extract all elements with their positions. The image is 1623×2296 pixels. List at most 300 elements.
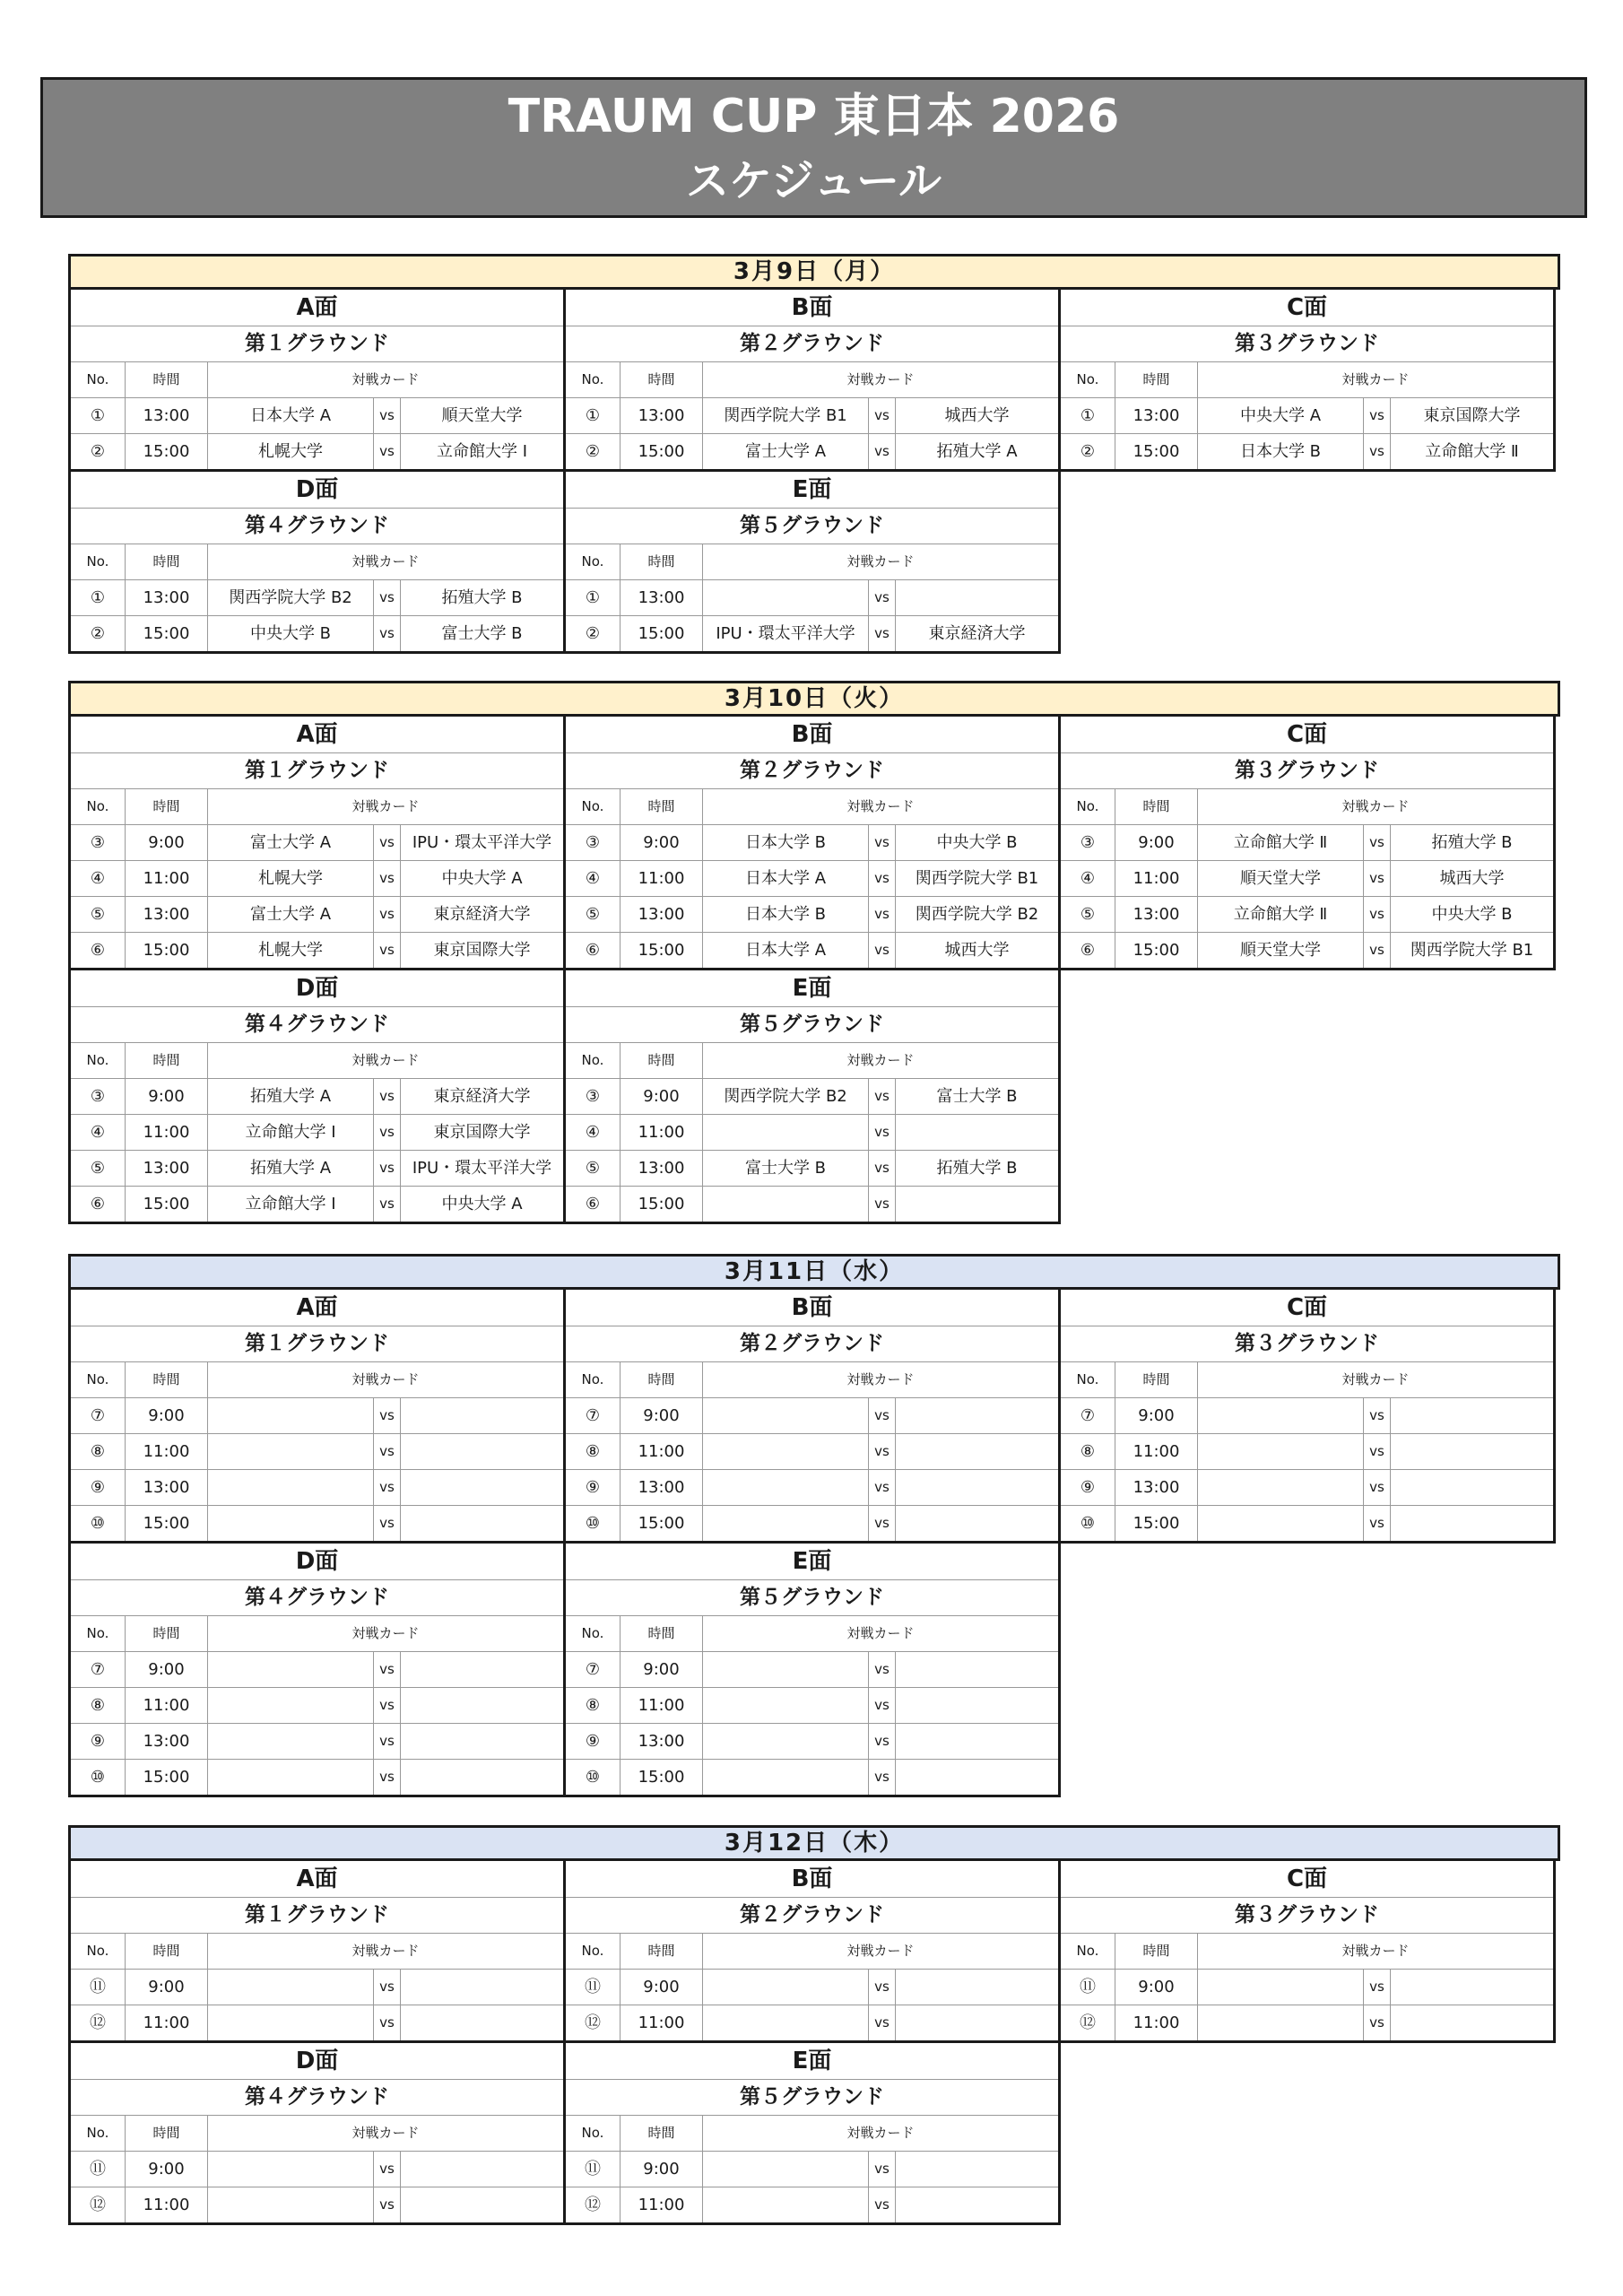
col-no: No. [566,1043,621,1078]
match-row [71,1398,563,1434]
match-away [1391,2005,1553,2040]
field-panel [68,1858,566,2043]
match-no: ⑩ [1061,1506,1115,1541]
col-card: 対戦カード [846,1943,915,1959]
match-time: 15:00 [621,1187,703,1222]
match-away [1391,1470,1553,1505]
match-home [703,1970,869,2005]
match-row [71,580,563,616]
match-home: 富士大学 A [208,825,374,860]
field-panel [563,968,1061,1224]
match-row [1061,1434,1553,1470]
match-row [566,2187,1058,2222]
match-time: 11:00 [126,2005,208,2040]
match-no: ⑨ [71,1724,126,1759]
match-home [1198,1398,1364,1433]
match-home: 日本大学 B [703,825,869,860]
match-no: ⑨ [566,1724,621,1759]
match-away [896,1506,1058,1541]
match-away: IPU・環太平洋大学 [412,833,552,852]
match-time: 11:00 [621,861,703,896]
day-block [68,254,1560,654]
match-away: 富士大学 B [441,624,523,643]
page-subtitle: スケジュール [685,156,942,206]
field-ground: 第１グラウンド [71,753,563,789]
field-ground: 第２グラウンド [566,753,1058,789]
match-vs: vs [374,1115,401,1150]
match-away [1391,1506,1553,1541]
match-vs: vs [1364,933,1391,968]
col-time: 時間 [621,1616,703,1651]
field-ground: 第５グラウンド [566,1007,1058,1043]
match-vs: vs [869,897,896,932]
col-time: 時間 [621,1043,703,1078]
match-vs: vs [869,825,896,860]
match-no: ⑧ [71,1688,126,1723]
match-no: ④ [566,1115,621,1150]
match-time: 11:00 [621,1115,703,1150]
col-time: 時間 [621,789,703,824]
match-time: 11:00 [621,1434,703,1469]
match-vs: vs [374,398,401,433]
match-no: ⑩ [71,1760,126,1795]
match-list [71,825,563,968]
match-vs: vs [869,580,896,615]
match-home [703,1398,869,1433]
match-vs: vs [374,1970,401,2005]
column-header [71,1043,563,1079]
match-time: 15:00 [126,1187,208,1222]
match-vs: vs [1364,897,1391,932]
match-no: ① [566,580,621,615]
match-vs: vs [869,2152,896,2187]
match-home [208,1724,374,1759]
field-row [68,2040,1560,2225]
field-face: C面 [1061,1290,1553,1326]
col-card: 対戦カード [352,798,420,814]
match-away [896,1688,1058,1723]
match-no: ⑦ [1061,1398,1115,1433]
field-panel [563,1541,1061,1797]
match-row [71,616,563,651]
match-list [71,1970,563,2040]
match-away: 東京経済大学 [433,1087,531,1106]
match-vs: vs [869,1506,896,1541]
field-ground: 第２グラウンド [566,326,1058,362]
match-row [566,1079,1058,1115]
match-away: 順天堂大学 [441,406,523,425]
field-ground: 第２グラウンド [566,1898,1058,1934]
field-face: D面 [71,1544,563,1580]
field-ground: 第５グラウンド [566,1580,1058,1616]
match-away [401,1760,563,1795]
column-header [566,2116,1058,2152]
field-ground: 第４グラウンド [71,509,563,544]
match-time: 9:00 [126,825,208,860]
match-row [71,1079,563,1115]
match-list [566,398,1058,469]
match-row [566,1506,1058,1541]
match-home: 札幌大学 [208,861,374,896]
field-ground: 第３グラウンド [1061,753,1553,789]
match-home [703,2152,869,2187]
col-no: No. [71,1934,126,1969]
match-list [71,398,563,469]
match-time: 13:00 [621,1151,703,1186]
field-ground: 第１グラウンド [71,326,563,362]
match-no: ⑥ [71,1187,126,1222]
col-no: No. [566,1934,621,1969]
match-away: 拓殖大学 A [936,442,1018,461]
field-panel [68,968,566,1224]
page-header [40,77,1587,218]
match-row [1061,1506,1553,1541]
field-panel [563,1287,1061,1544]
match-time: 9:00 [126,1970,208,2005]
match-home [208,1434,374,1469]
match-no: ⑪ [71,1970,126,2005]
match-no: ⑧ [1061,1434,1115,1469]
field-row [68,469,1560,654]
match-no: ③ [1061,825,1115,860]
match-away: 東京国際大学 [433,1123,531,1142]
match-row [1061,861,1553,897]
match-away: 富士大学 B [936,1087,1018,1106]
match-no: ⑪ [566,2152,621,2187]
col-time: 時間 [126,544,208,579]
match-vs: vs [1364,434,1391,469]
col-no: No. [1061,1934,1115,1969]
match-row [566,1115,1058,1151]
match-time: 15:00 [1115,434,1198,469]
col-time: 時間 [126,789,208,824]
match-row [1061,434,1553,469]
day-block [68,1254,1560,1797]
match-vs: vs [1364,398,1391,433]
match-away [1391,1398,1553,1433]
col-no: No. [1061,362,1115,397]
match-home: IPU・環太平洋大学 [703,616,869,651]
match-row [71,1724,563,1760]
match-row [71,1652,563,1688]
match-away [896,1760,1058,1795]
match-home [1198,1970,1364,2005]
match-away [896,1470,1058,1505]
field-panel [563,287,1061,472]
match-vs: vs [374,1434,401,1469]
match-home [208,1652,374,1687]
match-row [566,1724,1058,1760]
match-home: 関西学院大学 B1 [703,398,869,433]
field-row [68,968,1560,1224]
match-away: 東京国際大学 [433,941,531,960]
column-header [71,362,563,398]
col-no: No. [566,1616,621,1651]
match-away [401,1506,563,1541]
match-time: 15:00 [126,616,208,651]
match-away: 関西学院大学 B2 [915,905,1039,924]
match-away: 東京国際大学 [1423,406,1521,425]
field-face: E面 [566,1544,1058,1580]
match-time: 11:00 [1115,1434,1198,1469]
match-vs: vs [1364,2005,1391,2040]
match-row [566,1970,1058,2005]
col-no: No. [71,1616,126,1651]
match-home [208,1470,374,1505]
column-header [566,1362,1058,1398]
match-away [401,1652,563,1687]
col-time: 時間 [1115,1934,1198,1969]
match-vs: vs [869,1151,896,1186]
col-time: 時間 [621,544,703,579]
field-face: B面 [566,1861,1058,1898]
match-list [71,1652,563,1795]
match-time: 9:00 [621,1398,703,1433]
match-no: ⑦ [566,1398,621,1433]
match-vs: vs [1364,1434,1391,1469]
match-away [896,1434,1058,1469]
match-away [401,1470,563,1505]
match-no: ③ [71,825,126,860]
match-home [1198,2005,1364,2040]
col-time: 時間 [621,1362,703,1397]
match-home [208,1398,374,1433]
col-no: No. [566,1362,621,1397]
match-away: 東京経済大学 [433,905,531,924]
field-face: A面 [71,717,563,753]
match-time: 9:00 [1115,1398,1198,1433]
col-card: 対戦カード [846,1371,915,1387]
col-card: 対戦カード [846,371,915,387]
match-home [208,1688,374,1723]
match-no: ⑥ [1061,933,1115,968]
match-time: 9:00 [126,2152,208,2187]
match-away [896,580,1058,615]
match-no: ⑨ [71,1470,126,1505]
match-vs: vs [869,1434,896,1469]
match-away [896,2005,1058,2040]
match-row [71,933,563,968]
col-no: No. [1061,1362,1115,1397]
match-no: ⑫ [566,2005,621,2040]
match-no: ① [566,398,621,433]
match-time: 11:00 [126,1688,208,1723]
match-home: 日本大学 B [703,897,869,932]
match-list [566,1079,1058,1222]
col-card: 対戦カード [1341,1371,1410,1387]
match-no: ⑦ [71,1398,126,1433]
match-time: 9:00 [126,1652,208,1687]
match-no: ② [566,616,621,651]
field-panel [563,1858,1061,2043]
match-row [71,1115,563,1151]
field-ground: 第５グラウンド [566,2080,1058,2116]
field-row [68,714,1560,970]
field-panel [563,2040,1061,2225]
field-row [68,287,1560,472]
match-no: ① [71,580,126,615]
day-block [68,1825,1560,2225]
match-list [1061,825,1553,968]
match-no: ⑩ [71,1506,126,1541]
match-home: 日本大学 A [703,933,869,968]
field-face: D面 [71,2043,563,2080]
match-vs: vs [374,616,401,651]
match-time: 15:00 [126,933,208,968]
col-time: 時間 [126,1934,208,1969]
match-list [566,1398,1058,1541]
field-panel [563,714,1061,970]
match-list [1061,1970,1553,2040]
match-home: 札幌大学 [208,933,374,968]
match-time: 11:00 [621,2005,703,2040]
match-list [71,1398,563,1541]
match-away: 東京経済大学 [928,624,1026,643]
field-face: A面 [71,1861,563,1898]
match-home [703,1470,869,1505]
match-vs: vs [869,398,896,433]
field-ground: 第２グラウンド [566,1326,1058,1362]
match-time: 15:00 [1115,1506,1198,1541]
match-vs: vs [869,861,896,896]
match-row [1061,933,1553,968]
match-no: ⑩ [566,1760,621,1795]
match-home: 富士大学 A [703,434,869,469]
match-list [71,580,563,651]
match-no: ⑤ [1061,897,1115,932]
field-panel [68,1287,566,1544]
match-no: ⑥ [566,933,621,968]
match-vs: vs [869,1760,896,1795]
match-vs: vs [869,933,896,968]
match-row [566,2005,1058,2040]
match-vs: vs [869,1079,896,1114]
match-away: IPU・環太平洋大学 [412,1159,552,1178]
match-home: 札幌大学 [208,434,374,469]
match-away: 立命館大学 Ⅱ [1425,442,1519,461]
match-row [71,398,563,434]
match-row [1061,825,1553,861]
match-no: ⑫ [71,2005,126,2040]
match-away [401,2187,563,2222]
match-row [1061,1470,1553,1506]
field-row [68,1541,1560,1797]
match-time: 13:00 [126,1470,208,1505]
match-away: 中央大学 B [1431,905,1513,924]
match-home: 日本大学 A [703,861,869,896]
column-header [71,2116,563,2152]
col-card: 対戦カード [846,1052,915,1068]
match-no: ③ [71,1079,126,1114]
day-header: 3月9日（月） [68,254,1560,290]
match-vs: vs [869,1187,896,1222]
col-card: 対戦カード [352,1371,420,1387]
column-header [566,362,1058,398]
match-no: ⑦ [566,1652,621,1687]
match-time: 15:00 [1115,933,1198,968]
match-no: ⑤ [566,1151,621,1186]
match-no: ⑪ [71,2152,126,2187]
column-header [71,789,563,825]
match-vs: vs [869,1115,896,1150]
field-face: B面 [566,290,1058,326]
match-away [401,2152,563,2187]
col-time: 時間 [126,362,208,397]
match-home: 関西学院大学 B2 [208,580,374,615]
col-no: No. [566,789,621,824]
match-home [703,1724,869,1759]
match-away [401,1434,563,1469]
match-home: 立命館大学 Ⅱ [1198,897,1364,932]
field-ground: 第３グラウンド [1061,1326,1553,1362]
match-no: ① [71,398,126,433]
match-away: 中央大学 A [441,869,523,888]
match-vs: vs [374,861,401,896]
col-time: 時間 [621,2116,703,2151]
match-no: ④ [1061,861,1115,896]
field-ground: 第４グラウンド [71,2080,563,2116]
match-row [566,1187,1058,1222]
match-home [703,580,869,615]
match-time: 13:00 [126,1724,208,1759]
match-vs: vs [374,1724,401,1759]
match-list [566,1970,1058,2040]
match-vs: vs [869,434,896,469]
match-time: 15:00 [621,1506,703,1541]
match-away: 関西学院大学 B1 [1410,941,1534,960]
match-row [71,1760,563,1795]
match-no: ⑥ [71,933,126,968]
field-ground: 第５グラウンド [566,509,1058,544]
match-home [703,2005,869,2040]
match-no: ④ [71,861,126,896]
col-time: 時間 [1115,1362,1198,1397]
match-row [1061,1398,1553,1434]
col-time: 時間 [621,1934,703,1969]
match-home [703,1506,869,1541]
match-no: ② [566,434,621,469]
col-card: 対戦カード [1341,371,1410,387]
page-title: TRAUM CUP 東日本 2026 [508,90,1120,144]
column-header [1061,362,1553,398]
day-header: 3月11日（水） [68,1254,1560,1290]
match-row [71,825,563,861]
match-time: 13:00 [621,1724,703,1759]
match-time: 9:00 [621,1970,703,2005]
col-no: No. [566,2116,621,2151]
field-face: D面 [71,472,563,509]
column-header [71,1934,563,1970]
match-list [566,580,1058,651]
match-away: 城西大学 [944,406,1010,425]
match-time: 11:00 [621,2187,703,2222]
match-row [1061,398,1553,434]
match-no: ② [71,434,126,469]
match-row [566,861,1058,897]
match-away [1391,1970,1553,2005]
match-home: 富士大学 B [703,1151,869,1186]
match-time: 13:00 [621,398,703,433]
match-no: ⑦ [71,1652,126,1687]
match-vs: vs [869,2005,896,2040]
field-panel [68,469,566,654]
match-home [208,2187,374,2222]
column-header [566,1934,1058,1970]
col-card: 対戦カード [1341,798,1410,814]
col-time: 時間 [126,1616,208,1651]
match-vs: vs [374,1688,401,1723]
field-row [68,1287,1560,1544]
